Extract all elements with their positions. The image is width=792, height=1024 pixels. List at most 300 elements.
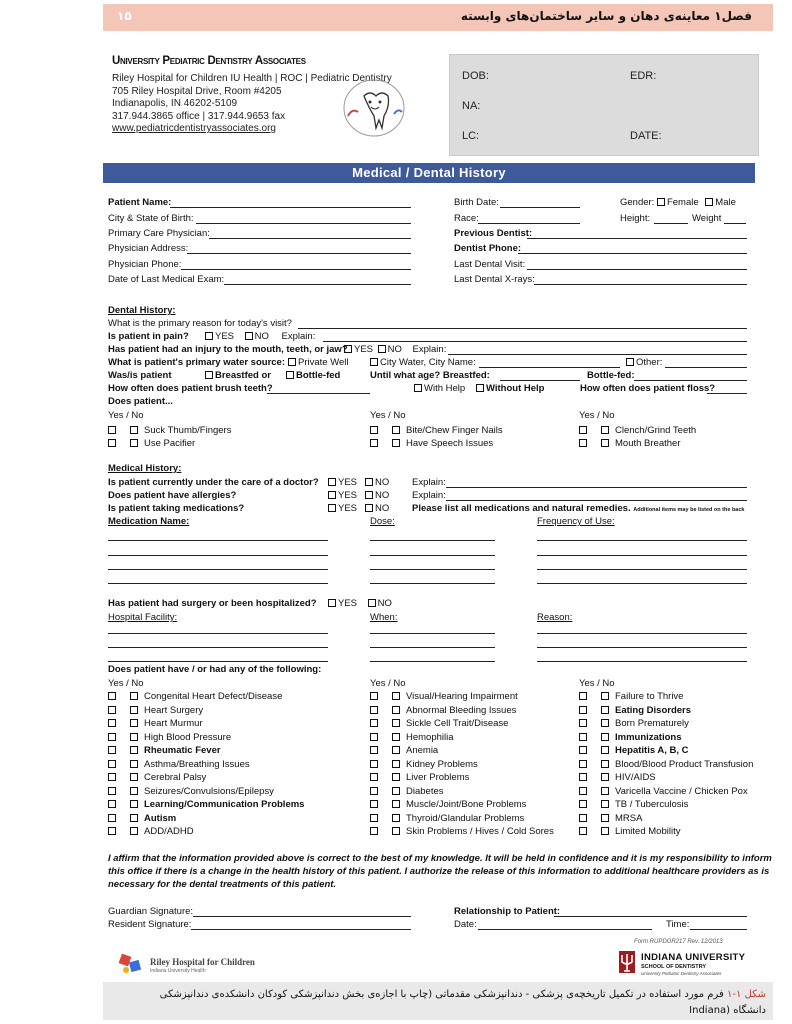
gender-row xyxy=(620,197,736,208)
dose-line[interactable] xyxy=(370,555,495,556)
female-checkbox[interactable] xyxy=(657,198,665,206)
patient-field-input[interactable] xyxy=(527,269,747,270)
condition-label: Thyroid/Glandular Problems xyxy=(406,812,525,824)
condition-no-checkbox[interactable] xyxy=(130,719,138,727)
bottle-fed-label: Bottle-fed xyxy=(296,370,341,381)
habit-yes-checkbox[interactable] xyxy=(108,439,116,447)
tooth-logo-icon xyxy=(338,76,410,140)
condition-row xyxy=(370,786,444,797)
condition-label: Muscle/Joint/Bone Problems xyxy=(406,799,527,810)
condition-row xyxy=(108,718,203,729)
condition-no-checkbox[interactable] xyxy=(601,800,609,808)
form-code: Form RUPDOR217 Rev. 12/2013 xyxy=(634,939,723,945)
injury-options xyxy=(344,344,446,355)
bottle-fed-checkbox[interactable] xyxy=(286,371,294,379)
condition-yes-checkbox[interactable] xyxy=(108,800,116,808)
other-field[interactable] xyxy=(665,367,747,368)
yes-no-options xyxy=(328,490,389,501)
condition-row xyxy=(579,705,691,716)
gender-label: Gender: xyxy=(620,197,655,208)
condition-row xyxy=(108,732,231,743)
habit-label: Suck Thumb/Fingers xyxy=(144,425,232,436)
injury-yes-checkbox[interactable] xyxy=(344,345,352,353)
habit-label: Have Speech Issues xyxy=(406,438,494,449)
female-label: Female xyxy=(666,197,699,208)
condition-label: Born Prematurely xyxy=(615,718,689,729)
condition-no-checkbox[interactable] xyxy=(601,760,609,768)
list-meds-note: Additional items may be listed on the back xyxy=(633,507,745,513)
no-checkbox[interactable] xyxy=(365,478,373,486)
condition-yes-checkbox[interactable] xyxy=(579,719,587,727)
condition-no-checkbox[interactable] xyxy=(392,760,400,768)
reason-line[interactable] xyxy=(537,633,747,634)
condition-no-checkbox[interactable] xyxy=(392,733,400,741)
private-well-label: Private Well xyxy=(298,357,349,368)
condition-label: Limited Mobility xyxy=(615,826,681,837)
condition-no-checkbox[interactable] xyxy=(601,719,609,727)
birth-date-field[interactable] xyxy=(500,207,580,208)
condition-label: MRSA xyxy=(615,812,643,824)
other-label: Other: xyxy=(636,357,663,368)
condition-label: Asthma/Breathing Issues xyxy=(144,758,250,770)
surgery-no-checkbox[interactable] xyxy=(368,599,376,607)
conditions-question: Does patient have / or had any of the following: xyxy=(108,664,322,675)
condition-no-checkbox[interactable] xyxy=(392,814,400,822)
meds-question: Is patient taking medications? xyxy=(108,503,245,514)
dose-line[interactable] xyxy=(370,583,495,584)
condition-yes-checkbox[interactable] xyxy=(579,814,587,822)
condition-label: Learning/Communication Problems xyxy=(144,799,305,810)
condition-no-checkbox[interactable] xyxy=(130,746,138,754)
injury-no-checkbox[interactable] xyxy=(378,345,386,353)
patient-field-input[interactable] xyxy=(527,238,747,239)
list-meds-label xyxy=(412,503,744,514)
patient-field-label: Physician Phone: xyxy=(108,259,182,270)
condition-row xyxy=(579,691,683,702)
reason-line[interactable] xyxy=(537,647,747,648)
bottle-fed-age-label: Bottle-fed: xyxy=(587,370,635,381)
habit-yes-checkbox[interactable] xyxy=(370,439,378,447)
yes-label: YES xyxy=(338,503,358,514)
condition-row xyxy=(108,813,176,824)
iu-logo-text: INDIANA UNIVERSITY xyxy=(641,952,746,963)
condition-yes-checkbox[interactable] xyxy=(579,773,587,781)
time-field[interactable] xyxy=(690,929,747,930)
dob-label: DOB: xyxy=(462,70,489,82)
condition-yes-checkbox[interactable] xyxy=(370,746,378,754)
male-checkbox[interactable] xyxy=(705,198,713,206)
condition-yes-checkbox[interactable] xyxy=(370,733,378,741)
patient-field-label: Last Dental X-rays: xyxy=(454,274,535,285)
medication-name-line[interactable] xyxy=(108,555,328,556)
private-well-option xyxy=(288,357,349,368)
until-age-label: Until what age? Breastfed: xyxy=(370,370,490,381)
date-sig-field[interactable] xyxy=(478,929,652,930)
relationship-field[interactable] xyxy=(554,916,747,917)
condition-label: Sickle Cell Trait/Disease xyxy=(406,718,509,729)
patient-field-label: Physician Address: xyxy=(108,243,189,254)
condition-row xyxy=(108,826,194,837)
hospital-line[interactable] xyxy=(108,647,328,648)
condition-no-checkbox[interactable] xyxy=(601,773,609,781)
condition-no-checkbox[interactable] xyxy=(130,787,138,795)
condition-row xyxy=(370,745,438,756)
condition-yes-checkbox[interactable] xyxy=(579,827,587,835)
yes-no-options xyxy=(328,503,389,514)
condition-yes-checkbox[interactable] xyxy=(370,800,378,808)
patient-field-input[interactable] xyxy=(181,269,411,270)
condition-label: Autism xyxy=(144,812,177,824)
condition-yes-checkbox[interactable] xyxy=(108,814,116,822)
resident-signature-field[interactable] xyxy=(191,929,411,930)
habit-label: Mouth Breather xyxy=(615,438,681,449)
condition-yes-checkbox[interactable] xyxy=(370,706,378,714)
patient-field-label: Race: xyxy=(454,213,479,224)
habit-no-checkbox[interactable] xyxy=(392,439,400,447)
dose-line[interactable] xyxy=(370,540,495,541)
reason-line[interactable] xyxy=(537,661,747,662)
caption-text: فرم مورد استفاده در تکمیل تاریخچه‌ی پزشکی - دندانپزشکی مقدماتی (چاپ با اجازه‌ی بخش دندانپزشکی کودکان دانشکده‌ی دندانپزشکی دانشگاه (Indiana xyxy=(159,989,766,1016)
condition-yes-checkbox[interactable] xyxy=(108,746,116,754)
hospital-line[interactable] xyxy=(108,661,328,662)
condition-row xyxy=(579,745,689,756)
condition-label: HIV/AIDS xyxy=(615,772,656,783)
weight-field[interactable] xyxy=(724,223,746,224)
yes-no-header: Yes / No xyxy=(108,410,144,421)
when-header: When: xyxy=(370,612,398,623)
condition-row xyxy=(370,691,518,702)
medication-name-line[interactable] xyxy=(108,540,328,541)
patient-field-input[interactable] xyxy=(196,223,411,224)
hospital-line[interactable] xyxy=(108,633,328,634)
brush-question: How often does patient brush teeth? xyxy=(108,383,273,394)
habit-row xyxy=(579,425,696,436)
edr-label: EDR: xyxy=(630,70,657,82)
patient-field-label: Last Dental Visit: xyxy=(454,259,526,270)
condition-no-checkbox[interactable] xyxy=(392,787,400,795)
form-banner: Medical / Dental History xyxy=(103,163,755,183)
without-help-checkbox[interactable] xyxy=(476,384,484,392)
condition-no-checkbox[interactable] xyxy=(130,800,138,808)
condition-no-checkbox[interactable] xyxy=(601,706,609,714)
no-checkbox[interactable] xyxy=(365,504,373,512)
does-patient-label: Does patient... xyxy=(108,396,173,407)
lc-label: LC: xyxy=(462,130,480,142)
condition-row xyxy=(579,813,642,824)
condition-yes-checkbox[interactable] xyxy=(370,719,378,727)
patient-field-input[interactable] xyxy=(209,238,411,239)
condition-label: Heart Murmur xyxy=(144,718,203,729)
condition-no-checkbox[interactable] xyxy=(392,746,400,754)
race-field[interactable] xyxy=(478,223,580,224)
floss-question: How often does patient floss? xyxy=(580,383,716,394)
condition-row xyxy=(370,772,469,783)
condition-label: Hemophilia xyxy=(406,731,454,743)
yes-label: YES xyxy=(354,344,374,355)
yes-checkbox[interactable] xyxy=(328,478,336,486)
habit-row xyxy=(579,438,680,449)
yes-checkbox[interactable] xyxy=(328,504,336,512)
pain-yes-checkbox[interactable] xyxy=(205,332,213,340)
condition-no-checkbox[interactable] xyxy=(392,692,400,700)
no-label: NO xyxy=(387,344,402,355)
condition-no-checkbox[interactable] xyxy=(601,733,609,741)
patient-field-label: City & State of Birth: xyxy=(108,213,194,224)
condition-yes-checkbox[interactable] xyxy=(579,706,587,714)
breastfed-label: Breastfed or xyxy=(215,370,271,381)
breastfed-option xyxy=(205,370,271,381)
habit-no-checkbox[interactable] xyxy=(130,426,138,434)
condition-label: Congenital Heart Defect/Disease xyxy=(144,691,283,702)
condition-yes-checkbox[interactable] xyxy=(579,692,587,700)
condition-yes-checkbox[interactable] xyxy=(370,787,378,795)
condition-yes-checkbox[interactable] xyxy=(108,692,116,700)
condition-row xyxy=(108,759,250,770)
height-field[interactable] xyxy=(654,223,688,224)
reason-question: What is the primary reason for today's visit? xyxy=(108,318,292,329)
riley-kite-icon xyxy=(118,953,146,975)
frequency-line[interactable] xyxy=(537,555,747,556)
floss-field[interactable] xyxy=(707,393,747,394)
condition-label: High Blood Pressure xyxy=(144,731,232,743)
medication-name-line[interactable] xyxy=(108,569,328,570)
condition-label: Varicella Vaccine / Chicken Pox xyxy=(615,785,748,797)
height-label: Height: xyxy=(620,213,651,224)
condition-yes-checkbox[interactable] xyxy=(579,746,587,754)
patient-field-input[interactable] xyxy=(534,284,747,285)
allergies-question: Does patient have allergies? xyxy=(108,490,237,501)
condition-row xyxy=(579,799,688,810)
condition-yes-checkbox[interactable] xyxy=(370,827,378,835)
habit-no-checkbox[interactable] xyxy=(601,426,609,434)
yes-no-options xyxy=(328,477,389,488)
condition-yes-checkbox[interactable] xyxy=(108,827,116,835)
water-question: What is patient's primary water source: xyxy=(108,357,286,368)
iu-trident-icon xyxy=(619,951,635,973)
brush-field[interactable] xyxy=(267,393,370,394)
breastfed-age-field[interactable] xyxy=(500,380,580,381)
habit-label: Clench/Grind Teeth xyxy=(615,425,697,436)
condition-no-checkbox[interactable] xyxy=(130,733,138,741)
reason-field[interactable] xyxy=(298,328,747,329)
when-line[interactable] xyxy=(370,661,495,662)
patient-field-label: Patient Name: xyxy=(108,197,172,208)
no-label: NO xyxy=(375,490,390,501)
condition-no-checkbox[interactable] xyxy=(601,746,609,754)
doctor-question: Is patient currently under the care of a doctor? xyxy=(108,477,319,488)
figure-caption xyxy=(126,987,766,1019)
male-label: Male xyxy=(715,197,736,208)
condition-yes-checkbox[interactable] xyxy=(370,692,378,700)
condition-no-checkbox[interactable] xyxy=(601,827,609,835)
no-label: NO xyxy=(254,331,269,342)
dose-line[interactable] xyxy=(370,569,495,570)
yes-no-header: Yes / No xyxy=(370,410,406,421)
habit-no-checkbox[interactable] xyxy=(392,426,400,434)
condition-yes-checkbox[interactable] xyxy=(108,733,116,741)
pain-explain-field[interactable] xyxy=(323,341,747,342)
explain-label: Explain: xyxy=(412,477,446,488)
condition-row xyxy=(579,772,656,783)
city-name-field[interactable] xyxy=(479,367,620,368)
condition-yes-checkbox[interactable] xyxy=(108,706,116,714)
pain-no-checkbox[interactable] xyxy=(245,332,253,340)
habit-row xyxy=(370,438,493,449)
condition-label: Diabetes xyxy=(406,785,444,797)
condition-yes-checkbox[interactable] xyxy=(108,719,116,727)
condition-yes-checkbox[interactable] xyxy=(108,787,116,795)
condition-no-checkbox[interactable] xyxy=(130,827,138,835)
condition-no-checkbox[interactable] xyxy=(392,706,400,714)
riley-logo-sub: Indiana University Health xyxy=(150,968,206,974)
patient-field-input[interactable] xyxy=(518,253,747,254)
condition-yes-checkbox[interactable] xyxy=(370,760,378,768)
dental-history-heading: Dental History: xyxy=(108,305,176,316)
guardian-signature-label: Guardian Signature: xyxy=(108,906,194,917)
no-label: NO xyxy=(375,477,390,488)
condition-yes-checkbox[interactable] xyxy=(579,760,587,768)
explain-label: Explain: xyxy=(412,344,447,355)
medication-name-header: Medication Name: xyxy=(108,516,190,527)
medication-name-line[interactable] xyxy=(108,583,328,584)
yes-label: YES xyxy=(338,598,358,609)
explain-label: Explain: xyxy=(281,331,316,342)
habit-yes-checkbox[interactable] xyxy=(370,426,378,434)
patient-field-input[interactable] xyxy=(224,284,411,285)
condition-label: Skin Problems / Hives / Cold Sores xyxy=(406,826,554,837)
condition-no-checkbox[interactable] xyxy=(130,760,138,768)
condition-no-checkbox[interactable] xyxy=(130,814,138,822)
breastfed-checkbox[interactable] xyxy=(205,371,213,379)
org-url[interactable]: www.pediatricdentistryassociates.org xyxy=(112,123,276,134)
org-name: University Pediatric Dentistry Associates xyxy=(112,55,306,67)
pain-question: Is patient in pain? xyxy=(108,331,189,342)
allergies-explain-field[interactable] xyxy=(446,500,747,501)
city-water-checkbox[interactable] xyxy=(370,358,378,366)
patient-field-label: Birth Date: xyxy=(454,197,499,208)
with-help-checkbox[interactable] xyxy=(414,384,422,392)
without-help-option xyxy=(476,383,544,394)
frequency-line[interactable] xyxy=(537,583,747,584)
habit-label: Bite/Chew Finger Nails xyxy=(406,425,503,436)
condition-row xyxy=(370,799,526,810)
condition-row xyxy=(579,732,682,743)
condition-yes-checkbox[interactable] xyxy=(579,800,587,808)
habit-yes-checkbox[interactable] xyxy=(579,439,587,447)
when-line[interactable] xyxy=(370,647,495,648)
habit-row xyxy=(108,438,195,449)
affirmation-text: I affirm that the information provided above is correct to the best of my knowledge. It will be held in confidence and it is my responsibility to inform this office if there is a change in the health history of this patient. I authorize the release of this information to additional healthcare providers as is necessary for the dental treatments of this patient. xyxy=(108,853,772,890)
with-help-option xyxy=(414,383,465,394)
habit-no-checkbox[interactable] xyxy=(130,439,138,447)
condition-yes-checkbox[interactable] xyxy=(108,773,116,781)
iu-logo-sub2: University Pediatric Dentistry Associates xyxy=(641,971,722,976)
condition-yes-checkbox[interactable] xyxy=(370,814,378,822)
list-meds-text: Please list all medications and natural remedies. xyxy=(412,503,631,514)
without-help-label: Without Help xyxy=(486,383,545,394)
condition-row xyxy=(579,826,680,837)
yes-checkbox[interactable] xyxy=(328,491,336,499)
medical-history-heading: Medical History: xyxy=(108,463,182,474)
private-well-checkbox[interactable] xyxy=(288,358,296,366)
condition-no-checkbox[interactable] xyxy=(130,773,138,781)
condition-no-checkbox[interactable] xyxy=(392,719,400,727)
patient-field-label: Dentist Phone: xyxy=(454,243,522,254)
yes-label: YES xyxy=(215,331,235,342)
condition-row xyxy=(108,772,206,783)
habit-yes-checkbox[interactable] xyxy=(579,426,587,434)
yes-no-header: Yes / No xyxy=(579,410,615,421)
other-checkbox[interactable] xyxy=(626,358,634,366)
condition-row xyxy=(108,745,221,756)
yes-label: YES xyxy=(338,490,358,501)
condition-label: Immunizations xyxy=(615,731,682,743)
org-line: Riley Hospital for Children IU Health | ROC | Pediatric Dentistry xyxy=(112,73,392,84)
condition-label: Liver Problems xyxy=(406,772,470,783)
condition-yes-checkbox[interactable] xyxy=(579,787,587,795)
condition-row xyxy=(579,759,753,770)
habit-no-checkbox[interactable] xyxy=(601,439,609,447)
frequency-line[interactable] xyxy=(537,569,747,570)
bottle-fed-age-field[interactable] xyxy=(634,380,747,381)
condition-no-checkbox[interactable] xyxy=(601,787,609,795)
condition-yes-checkbox[interactable] xyxy=(370,773,378,781)
doctor-explain-field[interactable] xyxy=(446,487,747,488)
condition-no-checkbox[interactable] xyxy=(392,773,400,781)
condition-label: Anemia xyxy=(406,745,439,756)
frequency-line[interactable] xyxy=(537,540,747,541)
no-checkbox[interactable] xyxy=(365,491,373,499)
bottle-fed-option xyxy=(286,370,340,381)
condition-no-checkbox[interactable] xyxy=(392,827,400,835)
page-number: ۱۵ xyxy=(117,9,132,23)
condition-label: Rheumatic Fever xyxy=(144,745,221,756)
injury-explain-field[interactable] xyxy=(448,354,747,355)
condition-row xyxy=(370,759,478,770)
explain-label: Explain: xyxy=(412,490,446,501)
habit-yes-checkbox[interactable] xyxy=(108,426,116,434)
org-line: 317.944.3865 office | 317.944.9653 fax xyxy=(112,111,286,122)
chapter-title: فصل۱ معاینه‌ی دهان و سایر ساختمان‌های وابسته xyxy=(460,9,752,23)
na-label: NA: xyxy=(462,100,481,112)
condition-yes-checkbox[interactable] xyxy=(579,733,587,741)
condition-no-checkbox[interactable] xyxy=(130,706,138,714)
condition-no-checkbox[interactable] xyxy=(130,692,138,700)
condition-no-checkbox[interactable] xyxy=(601,692,609,700)
patient-field-input[interactable] xyxy=(187,253,411,254)
yes-label: YES xyxy=(338,477,358,488)
condition-label: Cerebral Palsy xyxy=(144,772,207,783)
condition-label: Heart Surgery xyxy=(144,704,204,716)
condition-no-checkbox[interactable] xyxy=(392,800,400,808)
injury-question: Has patient had an injury to the mouth, teeth, or jaw? xyxy=(108,344,348,355)
condition-label: Kidney Problems xyxy=(406,758,478,770)
dose-header: Dose: xyxy=(370,516,395,527)
condition-no-checkbox[interactable] xyxy=(601,814,609,822)
condition-row xyxy=(108,786,274,797)
city-water-label: City Water, City Name: xyxy=(380,357,476,368)
figure-label: شکل ۱-۱ xyxy=(726,989,766,1000)
condition-label: TB / Tuberculosis xyxy=(615,799,689,810)
condition-label: Seizures/Convulsions/Epilepsy xyxy=(144,785,274,797)
resident-signature-label: Resident Signature: xyxy=(108,919,192,930)
yes-no-header: Yes / No xyxy=(370,678,406,689)
patient-field-input[interactable] xyxy=(170,207,411,208)
condition-yes-checkbox[interactable] xyxy=(108,760,116,768)
guardian-signature-field[interactable] xyxy=(193,916,411,917)
surgery-yes-checkbox[interactable] xyxy=(328,599,336,607)
when-line[interactable] xyxy=(370,633,495,634)
